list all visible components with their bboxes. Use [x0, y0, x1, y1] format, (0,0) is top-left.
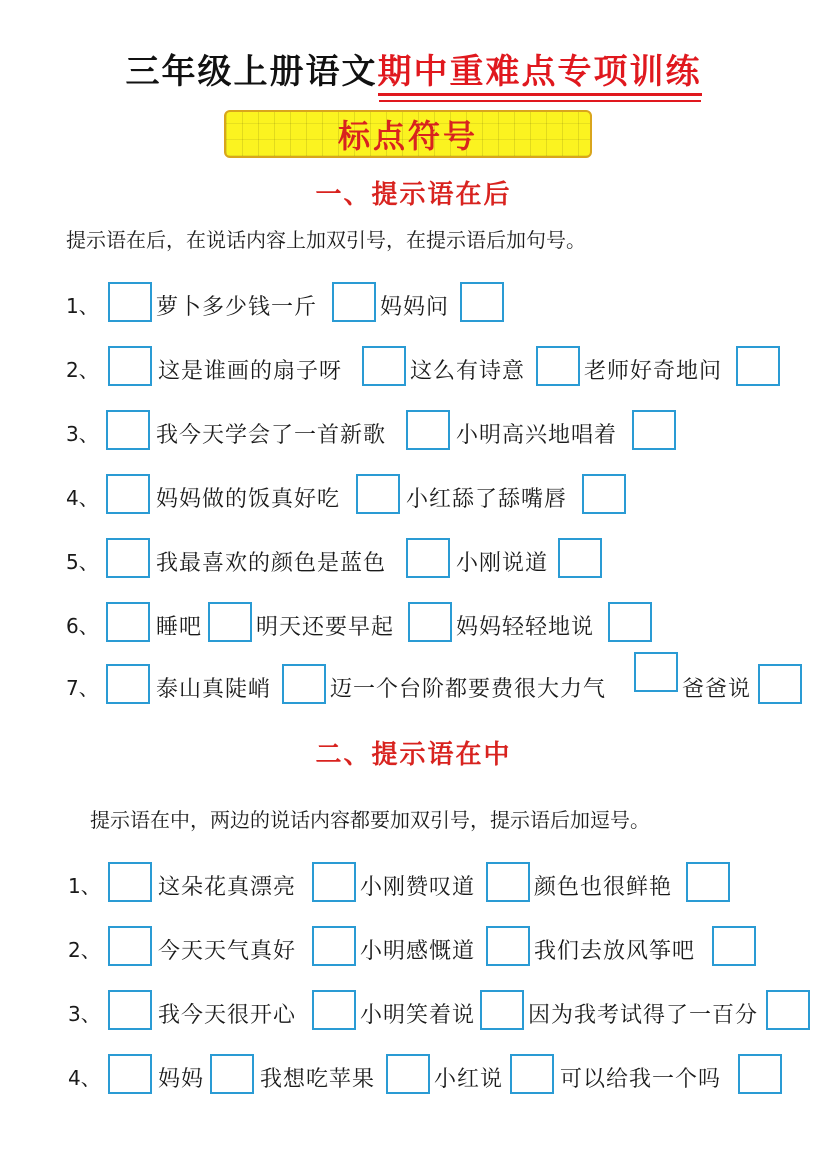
punctuation-box[interactable] — [106, 538, 150, 578]
section1-question-5 — [0, 538, 827, 582]
punctuation-box[interactable] — [510, 1054, 554, 1094]
punctuation-box[interactable] — [108, 1054, 152, 1094]
punctuation-box[interactable] — [738, 1054, 782, 1094]
title-topic: 期中重难点专项训练 — [378, 52, 702, 96]
punctuation-box[interactable] — [210, 1054, 254, 1094]
punctuation-box[interactable] — [686, 862, 730, 902]
section1-question-7 — [0, 664, 827, 708]
sentence-segment: 我们去放风筝吧 — [534, 939, 696, 964]
page-title — [0, 44, 827, 93]
punctuation-box[interactable] — [582, 474, 626, 514]
sentence-segment: 明天还要早起 — [256, 615, 395, 640]
question-number: 1、 — [66, 294, 99, 318]
section1-instruction: 提示语在后，在说话内容上加双引号，在提示语后加句号。 — [66, 228, 586, 252]
punctuation-box[interactable] — [736, 346, 780, 386]
sentence-segment: 萝卜多少钱一斤 — [156, 295, 318, 320]
punctuation-box[interactable] — [632, 410, 676, 450]
punctuation-box[interactable] — [282, 664, 326, 704]
question-number: 5、 — [66, 550, 99, 574]
sentence-segment: 我今天学会了一首新歌 — [156, 423, 387, 448]
sentence-segment: 我想吃苹果 — [260, 1067, 376, 1092]
sentence-segment: 老师好奇地问 — [584, 359, 723, 384]
section1-question-1 — [0, 282, 827, 326]
sentence-segment: 小明笑着说 — [360, 1003, 476, 1028]
punctuation-box[interactable] — [608, 602, 652, 642]
punctuation-box[interactable] — [312, 862, 356, 902]
section2-heading: 二、提示语在中 — [315, 740, 512, 770]
section1-heading: 一、提示语在后 — [315, 180, 512, 210]
punctuation-box[interactable] — [106, 664, 150, 704]
sentence-segment: 妈妈 — [158, 1067, 205, 1092]
sentence-segment: 妈妈轻轻地说 — [456, 615, 595, 640]
sentence-segment: 我最喜欢的颜色是蓝色 — [156, 551, 387, 576]
punctuation-box[interactable] — [460, 282, 504, 322]
sentence-segment: 这朵花真漂亮 — [158, 875, 297, 900]
sentence-segment: 这么有诗意 — [410, 359, 526, 384]
question-number: 2、 — [68, 938, 101, 962]
punctuation-box[interactable] — [558, 538, 602, 578]
sentence-segment: 迈一个台阶都要费很大力气 — [330, 677, 607, 702]
punctuation-box[interactable] — [108, 926, 152, 966]
section2-question-3 — [0, 990, 827, 1034]
section2-question-2 — [0, 926, 827, 970]
punctuation-box[interactable] — [108, 862, 152, 902]
title-grade: 三年级上册语文 — [125, 52, 378, 92]
punctuation-box[interactable] — [312, 990, 356, 1030]
section1-question-6 — [0, 602, 827, 646]
punctuation-box[interactable] — [634, 652, 678, 692]
question-number: 7、 — [66, 676, 99, 700]
question-number: 6、 — [66, 614, 99, 638]
punctuation-box[interactable] — [106, 474, 150, 514]
sentence-segment: 泰山真陡峭 — [156, 677, 272, 702]
sentence-segment: 小明感慨道 — [360, 939, 476, 964]
question-number: 4、 — [66, 486, 99, 510]
sentence-segment: 可以给我一个吗 — [560, 1067, 722, 1092]
section1-question-3 — [0, 410, 827, 454]
punctuation-box[interactable] — [108, 282, 152, 322]
topic-banner — [224, 110, 592, 158]
sentence-segment: 我今天很开心 — [158, 1003, 297, 1028]
sentence-segment: 颜色也很鲜艳 — [534, 875, 673, 900]
sentence-segment: 爸爸说 — [682, 677, 752, 702]
section2-question-1 — [0, 862, 827, 906]
punctuation-box[interactable] — [106, 602, 150, 642]
sentence-segment: 睡吧 — [156, 615, 203, 640]
punctuation-box[interactable] — [386, 1054, 430, 1094]
sentence-segment: 小红舔了舔嘴唇 — [406, 487, 568, 512]
section2-instruction: 提示语在中，两边的说话内容都要加双引号，提示语后加逗号。 — [90, 808, 650, 832]
punctuation-box[interactable] — [712, 926, 756, 966]
punctuation-box[interactable] — [362, 346, 406, 386]
punctuation-box[interactable] — [356, 474, 400, 514]
sentence-segment: 妈妈做的饭真好吃 — [156, 487, 341, 512]
sentence-segment: 今天天气真好 — [158, 939, 297, 964]
banner-label: 标点符号 — [337, 117, 478, 155]
section1-question-2 — [0, 346, 827, 390]
sentence-segment: 小红说 — [434, 1067, 504, 1092]
sentence-segment: 因为我考试得了一百分 — [528, 1003, 759, 1028]
question-number: 4、 — [68, 1066, 101, 1090]
punctuation-box[interactable] — [536, 346, 580, 386]
question-number: 3、 — [68, 1002, 101, 1026]
question-number: 1、 — [68, 874, 101, 898]
sentence-segment: 小刚赞叹道 — [360, 875, 476, 900]
punctuation-box[interactable] — [766, 990, 810, 1030]
punctuation-box[interactable] — [312, 926, 356, 966]
punctuation-box[interactable] — [106, 410, 150, 450]
punctuation-box[interactable] — [486, 926, 530, 966]
sentence-segment: 小明高兴地唱着 — [456, 423, 618, 448]
section1-question-4 — [0, 474, 827, 518]
punctuation-box[interactable] — [486, 862, 530, 902]
punctuation-box[interactable] — [758, 664, 802, 704]
punctuation-box[interactable] — [406, 410, 450, 450]
section2-question-4 — [0, 1054, 827, 1098]
punctuation-box[interactable] — [208, 602, 252, 642]
punctuation-box[interactable] — [406, 538, 450, 578]
question-number: 2、 — [66, 358, 99, 382]
question-number: 3、 — [66, 422, 99, 446]
sentence-segment: 妈妈问 — [380, 295, 450, 320]
sentence-segment: 这是谁画的扇子呀 — [158, 359, 343, 384]
punctuation-box[interactable] — [408, 602, 452, 642]
punctuation-box[interactable] — [108, 346, 152, 386]
punctuation-box[interactable] — [108, 990, 152, 1030]
punctuation-box[interactable] — [332, 282, 376, 322]
punctuation-box[interactable] — [480, 990, 524, 1030]
sentence-segment: 小刚说道 — [456, 551, 549, 576]
